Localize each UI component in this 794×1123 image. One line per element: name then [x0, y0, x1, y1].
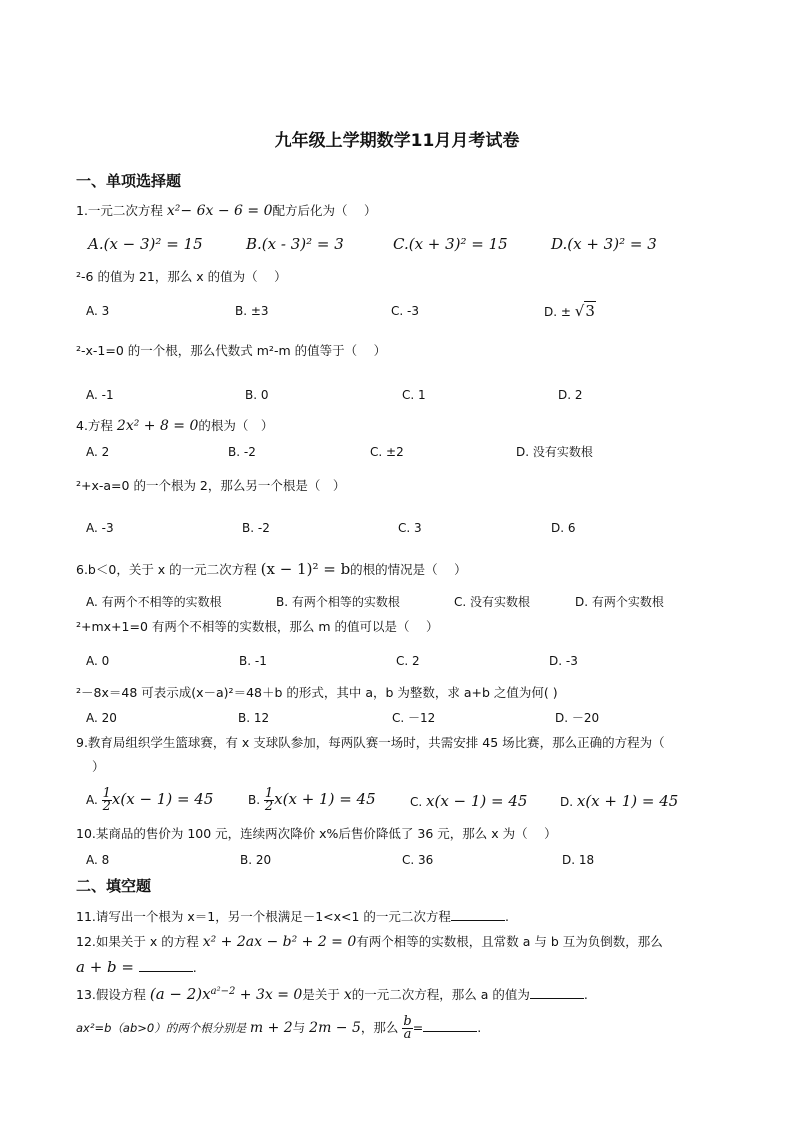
question-math: (a − 2)x — [149, 985, 211, 1004]
option-d[interactable]: D. 有两个实数根 — [575, 595, 664, 609]
fraction: $\frac{1}{2}$ — [102, 786, 111, 814]
question-math: 2x² + 8 = 0 — [116, 418, 199, 434]
question-math: 2m − 5 — [309, 1020, 361, 1036]
question-12 — [76, 933, 663, 951]
option-d[interactable]: D.(x + 3)² = 3 — [551, 235, 657, 253]
option-b[interactable]: B. 0 — [245, 388, 269, 402]
option-c[interactable]: C.(x + 3)² = 15 — [393, 235, 508, 253]
question-1 — [76, 202, 376, 220]
option-b[interactable]: B. 12 — [238, 711, 270, 725]
option-c[interactable]: C. 36 — [402, 853, 434, 867]
question-4 — [76, 417, 273, 435]
period: . — [477, 1020, 482, 1035]
question-text: ax²=b（ab>0）的两个根分别是 — [76, 1021, 250, 1035]
question-text: 12.如果关于 x 的方程 — [76, 934, 203, 949]
option-c[interactable]: C. －12 — [392, 711, 436, 725]
option-d[interactable]: D. 2 — [558, 388, 583, 402]
option-d[interactable]: D. -3 — [549, 654, 578, 668]
option-c[interactable] — [410, 792, 527, 811]
question-math: + 3x = 0 — [235, 987, 303, 1004]
option-c[interactable]: C. 1 — [402, 388, 426, 402]
answer-blank[interactable] — [423, 1019, 477, 1032]
question-text: 是关于 — [302, 987, 344, 1003]
question-5: ²+x-a=0 的一个根为 2，那么另一个根是（ ） — [76, 478, 346, 493]
question-text: 的一元二次方程，那么 a 的值为 — [351, 987, 530, 1003]
option-b[interactable]: B. ±3 — [235, 304, 269, 318]
option-a[interactable]: A. 0 — [86, 654, 110, 668]
equals: = — [412, 1020, 424, 1035]
question-9: 9.教育局组织学生篮球赛，有 x 支球队参加，每两队赛一场时，共需安排 45 场比赛，那么正确的方程为（ — [76, 735, 665, 750]
sqrt-icon: √3 — [574, 302, 595, 320]
option-a[interactable]: A. 20 — [86, 711, 117, 725]
option-a[interactable]: A. 8 — [86, 853, 110, 867]
option-label: D. — [560, 795, 577, 809]
option-b[interactable]: B. -1 — [239, 654, 267, 668]
option-d[interactable]: D. 18 — [562, 853, 595, 867]
period: . — [583, 987, 588, 1003]
question-11 — [76, 908, 509, 926]
option-a[interactable]: A. -3 — [86, 521, 114, 535]
section-heading-fill-in: 二、填空题 — [76, 877, 152, 895]
answer-blank[interactable] — [139, 959, 193, 972]
section-heading-multiple-choice: 一、单项选择题 — [76, 172, 182, 190]
question-2: ²-6 的值为 21，那么 x 的值为（ ） — [76, 269, 287, 284]
question-text: 配方后化为（ ） — [272, 203, 377, 218]
option-d[interactable]: D. 6 — [551, 521, 576, 535]
option-label: D. ± — [544, 305, 575, 319]
option-b[interactable]: B. 有两个相等的实数根 — [276, 595, 400, 609]
question-13 — [76, 983, 588, 1004]
fraction: $\frac{1}{2}$ — [264, 786, 274, 814]
option-a[interactable]: A. 2 — [86, 445, 110, 459]
question-8: ²－8x＝48 可表示成(x－a)²＝48＋b 的形式，其中 a，b 为整数，求 a+b 之值为何( ) — [76, 685, 558, 700]
question-7: ²+mx+1=0 有两个不相等的实数根，那么 m 的值可以是（ ） — [76, 619, 439, 634]
option-c[interactable]: C. 3 — [398, 521, 422, 535]
period: . — [192, 960, 197, 975]
answer-blank[interactable] — [530, 986, 584, 999]
option-math: x(x − 1) = 45 — [111, 790, 214, 808]
option-a[interactable]: A. -1 — [86, 388, 114, 402]
question-10: 10.某商品的售价为 100 元，连续两次降价 x%后售价降低了 36 元，那么 x 为（ ） — [76, 826, 557, 841]
option-a[interactable]: A. 3 — [86, 304, 110, 318]
option-c[interactable]: C. -3 — [391, 304, 419, 318]
option-math: x(x − 1) = 45 — [426, 792, 528, 810]
question-math: x² + 2ax − b² + 2 = 0 — [202, 934, 357, 950]
option-d[interactable] — [544, 302, 596, 321]
question-text: 6.b＜0，关于 x 的一元二次方程 — [76, 562, 261, 577]
question-6 — [76, 560, 467, 579]
question-math: x²− 6x − 6 = 0 — [166, 203, 273, 219]
period: . — [504, 909, 509, 924]
question-3: ²-x-1=0 的一个根，那么代数式 m²-m 的值等于（ ） — [76, 343, 387, 358]
option-d[interactable]: D. －20 — [555, 711, 600, 725]
option-label: C. — [410, 795, 427, 809]
answer-blank[interactable] — [451, 908, 505, 921]
option-math: x(x + 1) = 45 — [274, 790, 376, 808]
question-var: x — [343, 987, 352, 1004]
question-math: (x − 1)² = b — [260, 560, 351, 578]
question-14 — [76, 1016, 481, 1041]
question-text: 1.一元二次方程 — [76, 203, 167, 218]
option-b[interactable]: B. 20 — [240, 853, 272, 867]
question-math: m + 2 — [249, 1020, 293, 1036]
option-b[interactable]: B. -2 — [228, 445, 256, 459]
option-b[interactable] — [248, 788, 376, 813]
question-9-continuation: ） — [92, 759, 105, 774]
question-text: 的根为（ ） — [198, 418, 274, 433]
question-text: 的根的情况是（ ） — [350, 562, 467, 577]
option-c[interactable]: C. 2 — [396, 654, 420, 668]
option-a[interactable] — [86, 788, 213, 813]
option-label: B. — [248, 793, 264, 807]
question-text: 有两个相等的实数根，且常数 a 与 b 互为负倒数，那么 — [356, 934, 663, 949]
question-text: 与 — [292, 1020, 310, 1035]
question-text: 4.方程 — [76, 418, 117, 433]
option-d[interactable] — [560, 792, 678, 811]
exponent: a²−2 — [210, 986, 236, 997]
question-12-line2 — [76, 958, 197, 977]
option-math: x(x + 1) = 45 — [576, 792, 679, 810]
option-a[interactable]: A. 有两个不相等的实数根 — [86, 595, 222, 609]
question-text: 13.假设方程 — [76, 987, 150, 1003]
fraction: $\frac{b}{a}$ — [403, 1014, 412, 1042]
option-d[interactable]: D. 没有实数根 — [516, 445, 593, 459]
option-a[interactable]: A.(x − 3)² = 15 — [88, 235, 203, 253]
option-c[interactable]: C. 没有实数根 — [454, 595, 531, 609]
option-label: A. — [86, 793, 102, 807]
question-math: a + b = — [76, 958, 139, 976]
option-b[interactable]: B.(x - 3)² = 3 — [246, 235, 344, 253]
option-c[interactable]: C. ±2 — [370, 445, 404, 459]
question-text: 11.请写出一个根为 x＝1，另一个根满足－1<x<1 的一元二次方程 — [76, 909, 451, 924]
page-title: 九年级上学期数学11月月考试卷 — [274, 131, 520, 151]
option-b[interactable]: B. -2 — [242, 521, 270, 535]
question-text: ，那么 — [360, 1020, 403, 1035]
